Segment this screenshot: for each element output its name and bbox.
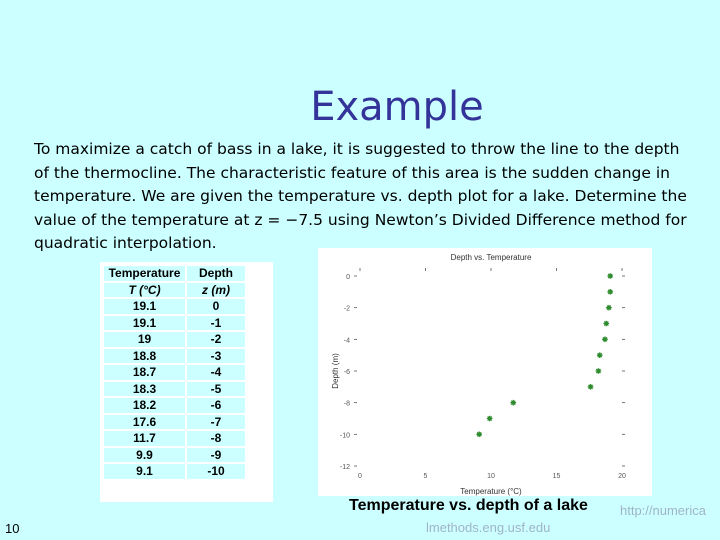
- temperature-cell: 19.1: [104, 299, 185, 314]
- depth-temperature-plot: [318, 248, 652, 496]
- y-axis-label: Depth (m): [331, 353, 340, 389]
- source-url-part1[interactable]: http://numerica: [620, 503, 706, 518]
- table-row: [104, 398, 245, 413]
- y-tick-label: -10: [339, 432, 350, 440]
- data-table-container: [100, 262, 273, 502]
- table-row: [104, 349, 245, 364]
- temperature-cell: 18.7: [104, 365, 185, 380]
- depth-cell: -4: [187, 365, 245, 380]
- depth-cell: -1: [187, 316, 245, 331]
- x-tick-label: 20: [618, 473, 626, 480]
- temperature-cell: 18.3: [104, 382, 185, 397]
- data-point: [602, 337, 608, 343]
- table-row: [104, 382, 245, 397]
- y-tick-label: 0: [346, 274, 350, 281]
- depth-cell: Depth: [187, 266, 245, 281]
- x-axis-label: Temperature (°C): [460, 487, 522, 496]
- data-point: [606, 305, 612, 311]
- table-row: [104, 448, 245, 463]
- table-row: [104, 332, 245, 347]
- scatter-chart: [318, 248, 652, 496]
- y-tick-label: -2: [343, 305, 350, 313]
- x-tick-label: 15: [552, 473, 561, 480]
- data-point: [607, 273, 613, 279]
- table-subheader-row: [104, 283, 245, 298]
- temperature-cell: Temperature: [104, 266, 185, 281]
- x-tick-label: 5: [423, 473, 428, 480]
- temperature-cell: 9.1: [104, 464, 185, 479]
- y-tick-label: -6: [343, 369, 350, 376]
- depth-cell: -9: [187, 448, 245, 463]
- data-point: [597, 352, 603, 358]
- table-row: [104, 299, 245, 314]
- data-point: [510, 400, 516, 406]
- chart-title: Depth vs. Temperature: [450, 253, 532, 262]
- temperature-cell: 11.7: [104, 431, 185, 446]
- y-tick-label: -8: [343, 400, 350, 408]
- depth-cell: z (m): [187, 283, 245, 298]
- x-tick-label: 10: [487, 473, 495, 480]
- depth-cell: 0: [187, 299, 245, 314]
- temperature-depth-table: [102, 264, 247, 481]
- table-row: [104, 464, 245, 479]
- temperature-cell: 17.6: [104, 415, 185, 430]
- data-point: [476, 432, 482, 438]
- table-row: [104, 365, 245, 380]
- data-point: [596, 368, 602, 374]
- x-tick-label: 0: [358, 473, 362, 480]
- temperature-cell: 19: [104, 332, 185, 347]
- table-header-row: [104, 266, 245, 281]
- temperature-cell: 9.9: [104, 448, 185, 463]
- source-url-part2[interactable]: lmethods.eng.usf.edu: [426, 520, 551, 535]
- temperature-cell: 19.1: [104, 316, 185, 331]
- table-row: [104, 431, 245, 446]
- temperature-cell: T (°C): [104, 283, 185, 298]
- depth-cell: -7: [187, 415, 245, 430]
- depth-cell: -10: [187, 464, 245, 479]
- y-tick-label: -12: [339, 464, 350, 471]
- slide-title: Example: [310, 84, 484, 130]
- data-point: [603, 321, 609, 327]
- data-point: [607, 289, 613, 295]
- table-row: [104, 415, 245, 430]
- depth-cell: -8: [187, 431, 245, 446]
- depth-cell: -5: [187, 382, 245, 397]
- y-tick-label: -4: [343, 337, 350, 345]
- temperature-cell: 18.8: [104, 349, 185, 364]
- depth-cell: -3: [187, 349, 245, 364]
- data-point: [588, 384, 594, 390]
- depth-cell: -6: [187, 398, 245, 413]
- figure-caption: Temperature vs. depth of a lake: [349, 497, 588, 514]
- data-point: [487, 416, 493, 422]
- temperature-cell: 18.2: [104, 398, 185, 413]
- depth-cell: -2: [187, 332, 245, 347]
- problem-statement: To maximize a catch of bass in a lake, it is suggested to throw the line to the depth of the thermocline. The characteristic feature of this area is the sudden change in temperature. We are given the temperature vs. depth plot for a lake. Determine the value of the temperature at z = −7.5 using Newton’s Divided Difference method for quadratic interpolation.: [34, 140, 687, 252]
- slide-number: 10: [5, 521, 20, 536]
- table-row: [104, 316, 245, 331]
